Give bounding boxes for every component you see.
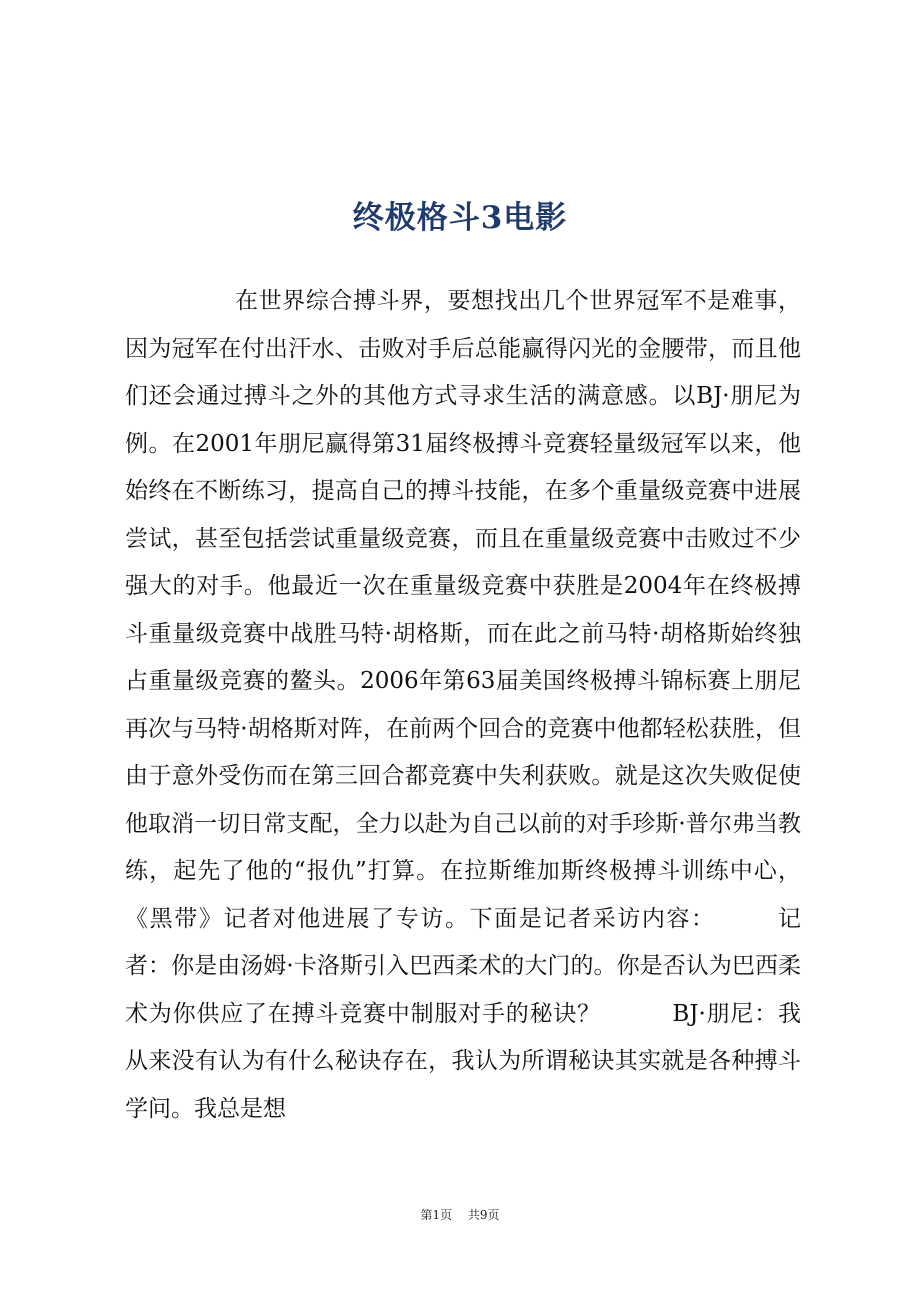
page-footer (0, 1206, 920, 1223)
page-number: 第1页 (420, 1208, 453, 1222)
document-title: 终极格斗3电影 (352, 200, 568, 236)
body-paragraph: 在世界综合搏斗界，要想找出几个世界冠军不是难事，因为冠军在付出汗水、击败对手后总能赢得闪光的金腰带，而且他们还会通过搏斗之外的其他方式寻求生活的满意感。以BJ·朋尼为例。在2001年朋尼赢得第31届终极搏斗竞赛轻量级冠军以来，他始终在不断练习，提高自己的搏斗技能，在多个重量级竞赛中进展尝试，甚至包括尝试重量级竞赛，而且在重量级竞赛中击败过不少强大的对手。他最近一次在重量级竞赛中获胜是2004年在终极搏斗重量级竞赛中战胜马特·胡格斯，而在此之前马特·胡格斯始终独占重量级竞赛的鳌头。2006年第63届美国终极搏斗锦标赛上朋尼再次与马特·胡格斯对阵，在前两个回合的竞赛中他都轻松获胜，但由于意外受伤而在第三回合都竞赛中失利获败。就是这次失败促使他取消一切日常支配，全力以赴为自己以前的对手珍斯·普尔弗当教练，起先了他的“报仇”打算。在拉斯维加斯终极搏斗训练中心，《黑带》记者对他进展了专访。下面是记者采访内容： 记者：你是由汤姆·卡洛斯引入巴西柔术的大门的。你是否认为巴西柔术为你供应了在搏斗竞赛中制服对手的秘诀？ BJ·朋尼：我从来没有认为有什么秘诀存在，我认为所谓秘诀其实就是各种搏斗学问。我总是想 (125, 288, 801, 1122)
page-total: 共9页 (467, 1208, 500, 1222)
